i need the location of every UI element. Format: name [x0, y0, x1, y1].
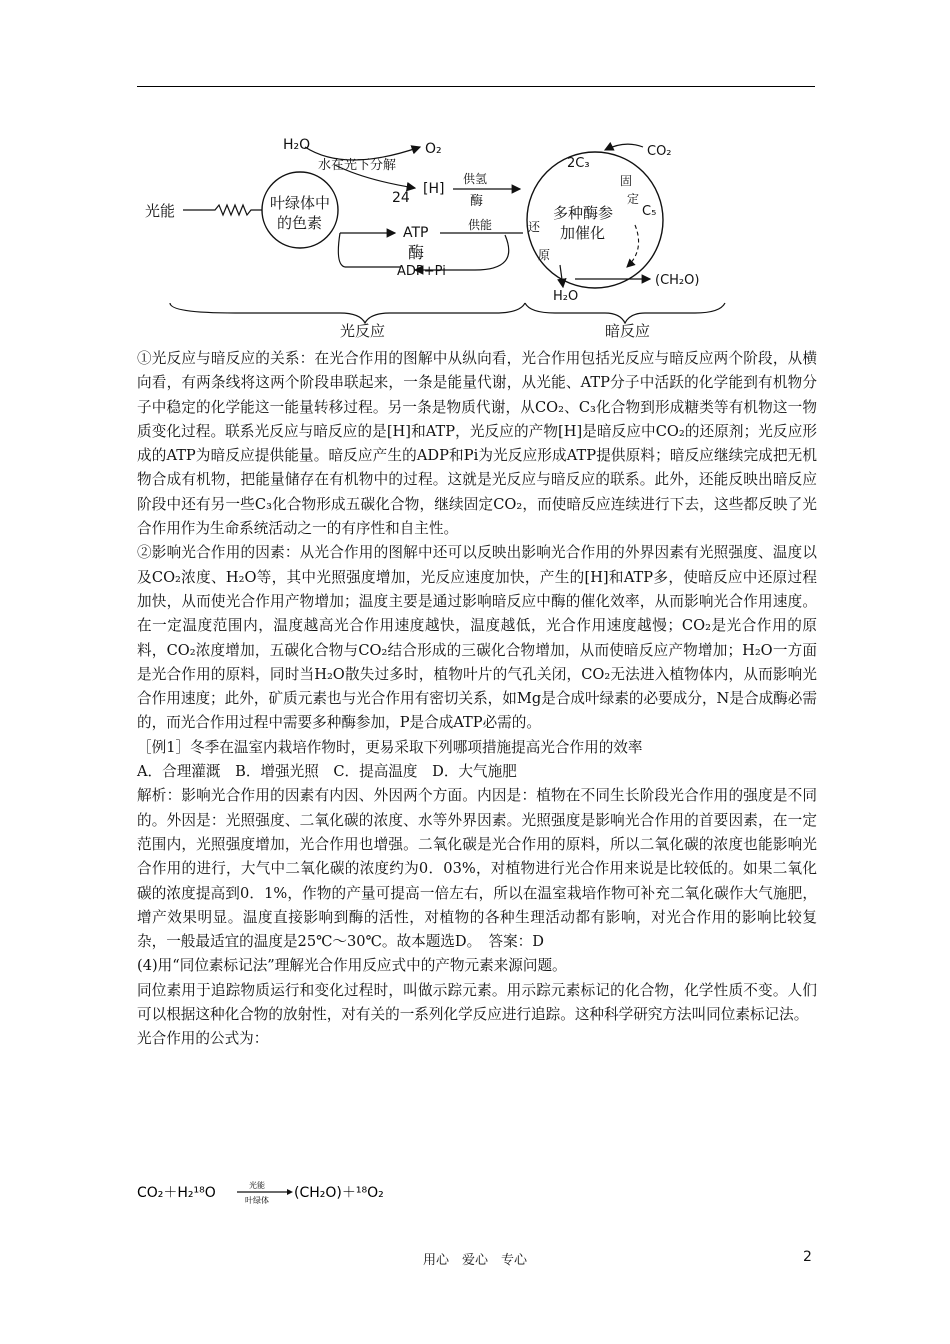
supply-energy-label: 供能 [468, 218, 493, 232]
enzyme-label-1: 酶 [470, 194, 484, 209]
page-number: 2 [803, 1249, 812, 1265]
paragraph-factors: ②影响光合作用的因素：从光合作用的图解中还可以反映出影响光合作用的外界因素有光照强度、温度以及CO₂浓度、H₂O等，其中光照强度增加，光反应速度加快，产生的[H]和ATP多，使暗反应中还原过程加快，从而使光合作用产物增加；温度主要是通过影响暗反应中酶的催化效率，从而影响光合作用速度。在一定温度范围内，温度越高光合作用速度越快，温度越低，光合作用速度越慢；CO₂是光合作用的原料，CO₂浓度增加，五碳化合物与CO₂结合形成的三碳化合物增加，从而使暗反应产物增加；H₂O一方面是光合作用的原料，同时当H₂O散失过多时，植物叶片的气孔关闭，CO₂无法进入植物体内，从而影响光合作用速度；此外，矿质元素也与光合作用有密切关系，如Mg是合成叶绿素的必要成分，N是合成酶必需的，而光合作用过程中需要多种酶参加，P是合成ATP必需的。 [137, 544, 817, 732]
o2-label: O₂ [425, 141, 442, 157]
reduce-label-2: 原 [538, 248, 551, 262]
footer-slogan: 用心 爱心 专心 [422, 1253, 527, 1268]
light-reaction-brace [170, 303, 525, 323]
light-energy-label: 光能 [145, 202, 176, 220]
paragraph-relation: ①光反应与暗反应的关系：在光合作用的图解中从纵向看，光合作用包括光反应与暗反应两个阶段，从横向看，有两条线将这两个阶段串联起来，一条是能量代谢，从光能、ATP分子中活跃的化学能到有机物分子中稳定的化学能这一能量转移过程。另一条是物质代谢，从CO₂、C₃化合物到形成糖类等有机物这一物质变化过程。联系光反应与暗反应的是[H]和ATP，光反应的产物[H]是暗反应中CO₂的还原剂；光反应形成的ATP为暗反应提供能量。暗反应产生的ADP和Pi为光反应形成ATP提供原料；暗反应继续完成把无机物合成有机物，把能量储存在有机物中的过程。这就是光反应与暗反应的联系。此外，还能反映出暗反应阶段中还有另一些C₃化合物形成五碳化合物，继续固定CO₂，而使暗反应连续进行下去，这些都反映了光合作用作为生命系统活动之一的有序性和自主性。 [137, 350, 817, 538]
pigment-label-2: 的色素 [277, 214, 323, 232]
h2o-bottom-label: H₂O [553, 289, 579, 304]
light-zigzag [183, 205, 262, 215]
fix-label-2: 定 [627, 192, 640, 206]
pigment-label-1: 叶绿体中 [270, 194, 331, 212]
body-text [137, 347, 817, 1052]
water-split-label: 水在光下分解 [318, 158, 397, 173]
enzyme-label-2: 酶 [408, 243, 425, 262]
number-24: 24 [392, 190, 410, 206]
section-heading-isotope: (4)用“同位素标记法”理解光合作用反应式中的产物元素来源问题。 [137, 957, 567, 975]
supply-hydrogen-label: 供氢 [463, 172, 488, 186]
h-bracket-label: [H] [423, 181, 445, 197]
dark-reaction-brace [525, 303, 725, 323]
enzymes-label-2: 加催化 [560, 224, 606, 242]
example-question: ［例1］冬季在温室内栽培作物时，更易采取下列哪项措施提高光合作用的效率 [137, 738, 643, 756]
ch2o-label: (CH₂O) [655, 273, 700, 288]
enzymes-label-1: 多种酶参 [553, 204, 614, 222]
reduce-label-1: 还 [528, 220, 541, 234]
header-rule [137, 86, 815, 87]
formula-intro: 光合作用的公式为： [137, 1030, 269, 1048]
paragraph-isotope: 同位素用于追踪物质运行和变化过程时，叫做示踪元素。用示踪元素标记的化合物，化学性质不变。人们可以根据这种化合物的放射性，对有关的一系列化学反应进行追踪。这种科学研究方法叫同位素标记法。 [137, 981, 817, 1024]
photosynthesis-formula [137, 1178, 397, 1206]
light-reaction-label: 光反应 [340, 322, 386, 340]
c3-label: 2C₃ [567, 156, 590, 171]
formula-reactants: CO₂＋H₂¹⁸O [137, 1185, 216, 1201]
example-analysis: 解析：影响光合作用的因素有内因、外因两个方面。内因是：植物在不同生长阶段光合作用的强度是不同的。外因是：光照强度、二氧化碳的浓度、水等外界因素。光照强度是影响光合作用的首要因素，在一定范围内，光照强度增加，光合作用也增强。二氧化碳是光合作用的原料，所以二氧化碳的浓度也能影响光合作用的进行，大气中二氧化碳的浓度约为0．03%，对植物进行光合作用来说是比较低的。如果二氧化碳的浓度提高到0．1%，作物的产量可提高一倍左右，所以在温室栽培作物可补充二氧化碳作大气施肥，增产效果明显。温度直接影响到酶的活性，对植物的各种生理活动都有影响，对光合作用的影响比较复杂，一般最适宜的温度是25℃～30℃。故本题选D。 答案：D [137, 787, 817, 951]
adp-pi-label: ADP+Pi [397, 264, 446, 279]
dark-reaction-label: 暗反应 [605, 322, 651, 340]
photosynthesis-diagram [135, 125, 825, 340]
formula-products: (CH₂O)＋¹⁸O₂ [294, 1185, 384, 1201]
co2-label: CO₂ [647, 144, 672, 159]
h2o-top-label: H₂O [283, 137, 311, 153]
c5-label: C₅ [642, 204, 657, 219]
formula-condition-chloroplast: 叶绿体 [245, 1196, 269, 1205]
example-options: A．合理灌溉 B．增强光照 C．提高温度 D．大气施肥 [137, 763, 517, 781]
formula-condition-light: 光能 [249, 1181, 265, 1190]
atp-label: ATP [403, 225, 429, 241]
fix-label-1: 固 [620, 174, 633, 188]
